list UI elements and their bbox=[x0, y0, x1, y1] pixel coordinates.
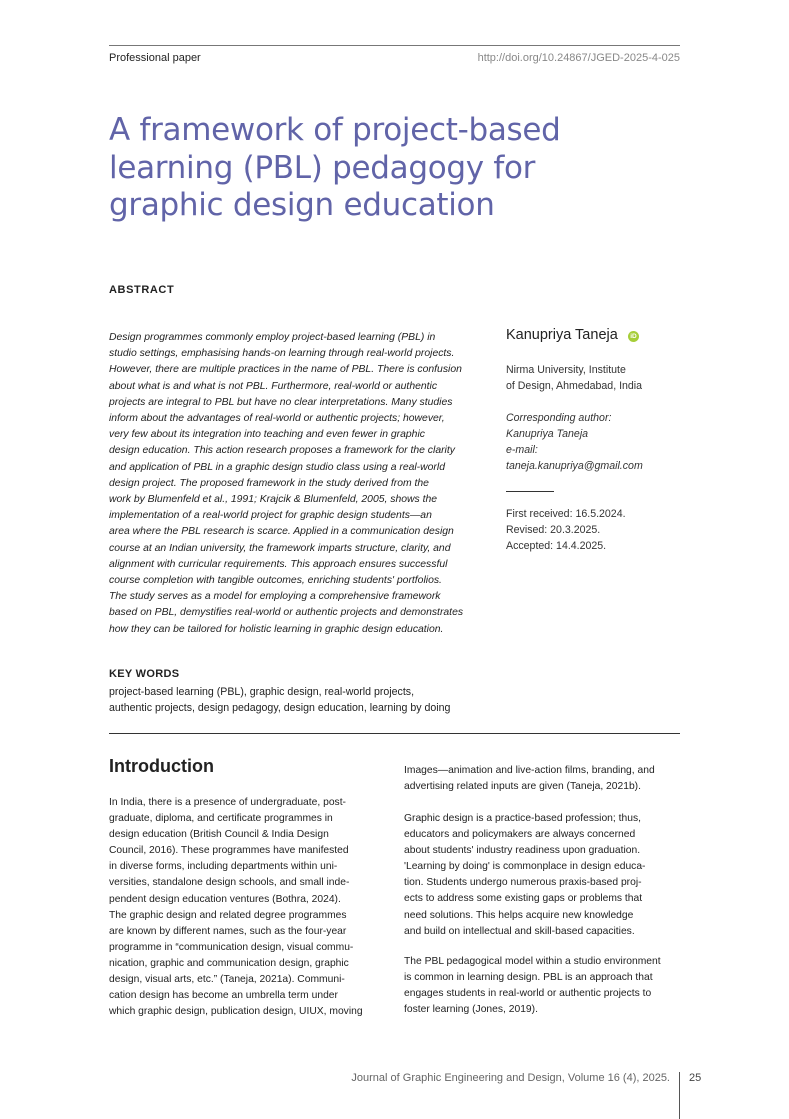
abstract-line: implementation of a real-world project for graphic design students—an bbox=[109, 510, 432, 522]
date-line: Accepted: 14.4.2025. bbox=[506, 540, 607, 552]
body-line: Images—animation and live-action films, branding, and bbox=[404, 765, 655, 776]
author-name: Kanupriya Taneja bbox=[506, 327, 618, 343]
title-line: A framework of project-based bbox=[109, 112, 561, 148]
body-line: need solutions. This helps acquire new knowledge bbox=[404, 909, 634, 921]
body-line: 'Learning by doing' is commonplace in design educa- bbox=[404, 861, 646, 873]
body-line: about students' industry readiness upon graduation. bbox=[404, 845, 641, 857]
intro-column-2-para-1 bbox=[404, 763, 655, 795]
body-line: educators and policymakers are always concerned bbox=[404, 829, 636, 841]
abstract-line: studio settings, emphasising hands-on learning through real-world projects. bbox=[109, 348, 455, 360]
body-line: cation design has become an umbrella term under bbox=[109, 990, 338, 1002]
body-line: In India, there is a presence of undergraduate, post- bbox=[109, 797, 346, 808]
title-line: graphic design education bbox=[109, 187, 495, 223]
body-line: advertising related inputs are given (Taneja, 2021b). bbox=[404, 781, 641, 793]
section-rule bbox=[109, 733, 680, 734]
body-line: pendent design education ventures (Bothra, 2024). bbox=[109, 893, 341, 905]
author-affiliation bbox=[506, 362, 642, 394]
intro-column-2-para-3 bbox=[404, 954, 661, 1018]
corresponding-line: Corresponding author: bbox=[506, 412, 612, 424]
author-email[interactable]: taneja.kanupriya@gmail.com bbox=[506, 460, 643, 472]
paper-type: Professional paper bbox=[109, 52, 201, 64]
body-line: versities, standalone design schools, and small inde- bbox=[109, 877, 350, 889]
abstract-line: how they can be tailored for holistic learning in graphic design education. bbox=[109, 623, 444, 635]
body-line: Council, 2016). These programmes have manifested bbox=[109, 845, 349, 857]
body-line: are known by different names, such as the four-year bbox=[109, 925, 347, 937]
abstract-line: area where the PBL research is scarce. Applied in a communication design bbox=[109, 526, 454, 538]
abstract-line: inform about the advantages of real-world or authentic projects; however, bbox=[109, 413, 445, 425]
abstract-line: design project. The proposed framework in the study derived from the bbox=[109, 477, 429, 489]
sidebar-divider bbox=[506, 491, 554, 492]
abstract-body bbox=[109, 330, 484, 638]
intro-column-1 bbox=[109, 795, 363, 1020]
abstract-line: course at an Indian university, the framework imparts structure, clarity, and bbox=[109, 542, 451, 554]
affiliation-line: of Design, Ahmedabad, India bbox=[506, 380, 643, 392]
keywords-label: KEY WORDS bbox=[109, 668, 180, 680]
body-line: graduate, diploma, and certificate programmes in bbox=[109, 813, 333, 825]
abstract-line: projects are integral to PBL but have no clear interpretations. Many studies bbox=[109, 396, 453, 408]
body-line: ects to address some existing gaps or problems that bbox=[404, 893, 643, 905]
keywords-line: project-based learning (PBL), graphic design, real-world projects, bbox=[109, 686, 415, 698]
body-line: which graphic design, publication design, UIUX, moving bbox=[109, 1006, 363, 1018]
abstract-line: However, there are multiple practices in the name of PBL. There is confusion bbox=[109, 364, 462, 376]
title-line: learning (PBL) pedagogy for bbox=[109, 149, 536, 186]
abstract-line: very few about its integration into teaching and even fewer in graphic bbox=[109, 429, 425, 441]
submission-dates bbox=[506, 506, 626, 554]
body-line: and build on intellectual and skill-based capacities. bbox=[404, 925, 635, 937]
abstract-line: design education. This action research proposes a framework for the clarity bbox=[109, 445, 455, 457]
body-line: tion. Students undergo numerous praxis-based proj- bbox=[404, 877, 642, 889]
abstract-line: course completion with tangible outcomes, enriching students' portfolios. bbox=[109, 575, 442, 587]
corresponding-line: e-mail: bbox=[506, 444, 538, 456]
footer-divider bbox=[679, 1072, 680, 1119]
date-line: Revised: 20.3.2025. bbox=[506, 524, 601, 536]
body-line: The PBL pedagogical model within a studio environment bbox=[404, 956, 661, 967]
keywords-list bbox=[109, 684, 450, 716]
journal-citation: Journal of Graphic Engineering and Design, Volume 16 (4), 2025. bbox=[351, 1072, 670, 1084]
keywords-line: authentic projects, design pedagogy, design education, learning by doing bbox=[109, 702, 451, 714]
page-number: 25 bbox=[689, 1072, 702, 1084]
body-line: engages students in real-world or authentic projects to bbox=[404, 988, 652, 1000]
abstract-line: The study serves as a model for employing a comprehensive framework bbox=[109, 591, 441, 603]
body-line: in diverse forms, including departments within uni- bbox=[109, 861, 338, 873]
body-line: nication, graphic and communication design, graphic bbox=[109, 957, 349, 969]
orcid-icon[interactable]: iD bbox=[628, 331, 639, 342]
abstract-line: Design programmes commonly employ project-based learning (PBL) in bbox=[109, 332, 436, 343]
body-line: Graphic design is a practice-based profession; thus, bbox=[404, 813, 641, 824]
abstract-line: based on PBL, demystifies real-world or authentic projects and demonstrates bbox=[109, 607, 464, 619]
affiliation-line: Nirma University, Institute bbox=[506, 364, 626, 376]
paper-title bbox=[109, 112, 629, 225]
abstract-label: ABSTRACT bbox=[109, 284, 175, 296]
header-rule bbox=[109, 45, 680, 46]
intro-column-2-para-2 bbox=[404, 811, 645, 940]
abstract-line: work by Blumenfeld et al., 1991; Krajcik & Blumenfeld, 2005, shows the bbox=[109, 494, 438, 506]
abstract-line: about what is and what is not PBL. Furthermore, real-world or authentic bbox=[109, 380, 438, 392]
abstract-line: and application of PBL in a graphic design studio class using a real-world bbox=[109, 461, 445, 473]
corresponding-line: Kanupriya Taneja bbox=[506, 428, 589, 440]
body-line: The graphic design and related degree programmes bbox=[109, 909, 347, 921]
body-line: foster learning (Jones, 2019). bbox=[404, 1004, 538, 1016]
body-line: design, visual arts, etc.” (Taneja, 2021a). Communi- bbox=[109, 974, 345, 986]
date-line: First received: 16.5.2024. bbox=[506, 508, 626, 520]
body-line: programme in “communication design, visual commu- bbox=[109, 941, 354, 953]
doi-link[interactable]: http://doi.org/10.24867/JGED-2025-4-025 bbox=[477, 52, 680, 64]
body-line: is common in learning design. PBL is an approach that bbox=[404, 972, 653, 984]
corresponding-author bbox=[506, 410, 643, 474]
body-line: design education (British Council & India Design bbox=[109, 829, 329, 841]
abstract-line: alignment with curricular requirements. This approach ensures successful bbox=[109, 558, 448, 570]
introduction-heading: Introduction bbox=[109, 756, 214, 776]
